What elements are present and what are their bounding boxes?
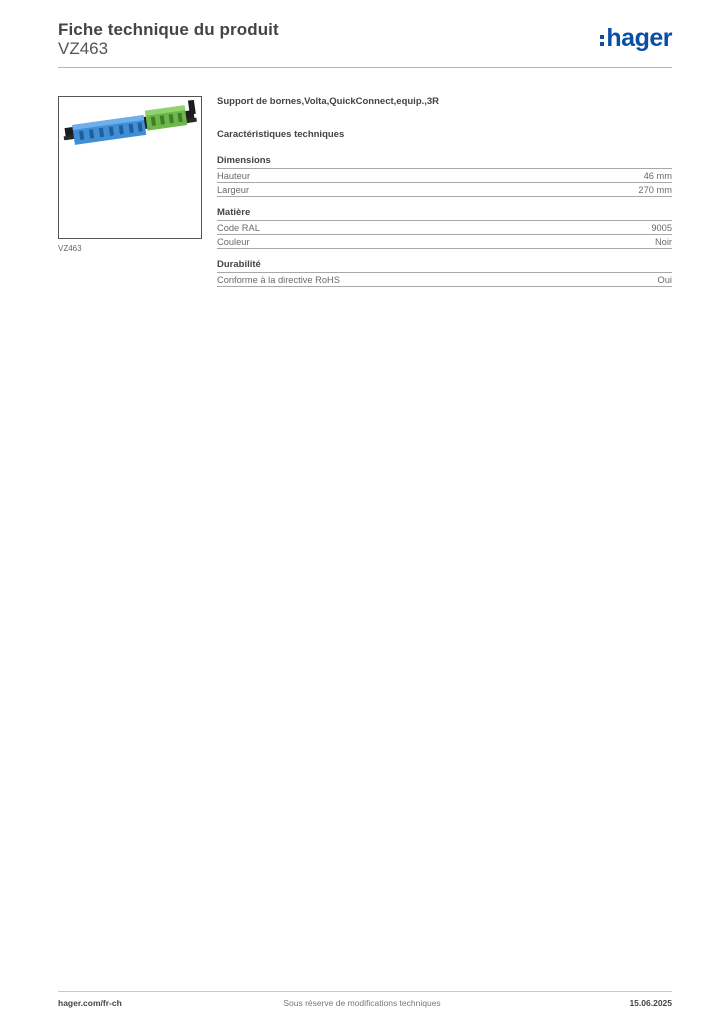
spec-label: Couleur [217, 236, 250, 247]
spec-value: Oui [657, 274, 672, 285]
logo-dots-icon [600, 35, 604, 46]
spec-row [217, 235, 672, 249]
terminal-block-icon [59, 97, 201, 238]
logo-text: hager [606, 24, 672, 52]
header-divider [58, 67, 672, 68]
product-image [58, 96, 202, 239]
footer-website-link[interactable]: hager.com/fr-ch [58, 998, 122, 1008]
section-title: Caractéristiques techniques [217, 129, 345, 140]
spec-value: 270 mm [638, 184, 672, 195]
group-title: Matière [217, 207, 672, 221]
footer-disclaimer: Sous réserve de modifications techniques [283, 998, 441, 1008]
spec-label: Largeur [217, 184, 250, 195]
product-name: Support de bornes,Volta,QuickConnect,equip.,3R [217, 96, 440, 107]
spec-value: 46 mm [643, 170, 672, 181]
spec-group-durabilite [217, 259, 672, 287]
spec-row [217, 273, 672, 287]
spec-value: Noir [654, 236, 672, 247]
spec-label: Conforme à la directive RoHS [217, 274, 340, 285]
page-title: Fiche technique du produit [58, 20, 279, 39]
spec-row [217, 221, 672, 235]
hager-logo [600, 26, 672, 51]
group-title: Durabilité [217, 259, 672, 273]
footer-date: 15.06.2025 [629, 998, 672, 1008]
spec-value: 9005 [651, 222, 672, 233]
spec-row [217, 169, 672, 183]
spec-label: Hauteur [217, 170, 251, 181]
footer-divider [58, 991, 672, 992]
spec-group-matiere [217, 207, 672, 249]
spec-content [217, 96, 672, 297]
spec-label: Code RAL [217, 222, 260, 233]
group-title: Dimensions [217, 155, 672, 169]
image-caption: VZ463 [58, 244, 82, 253]
spec-row [217, 183, 672, 197]
spec-group-dimensions [217, 155, 672, 197]
product-code: VZ463 [58, 39, 109, 58]
